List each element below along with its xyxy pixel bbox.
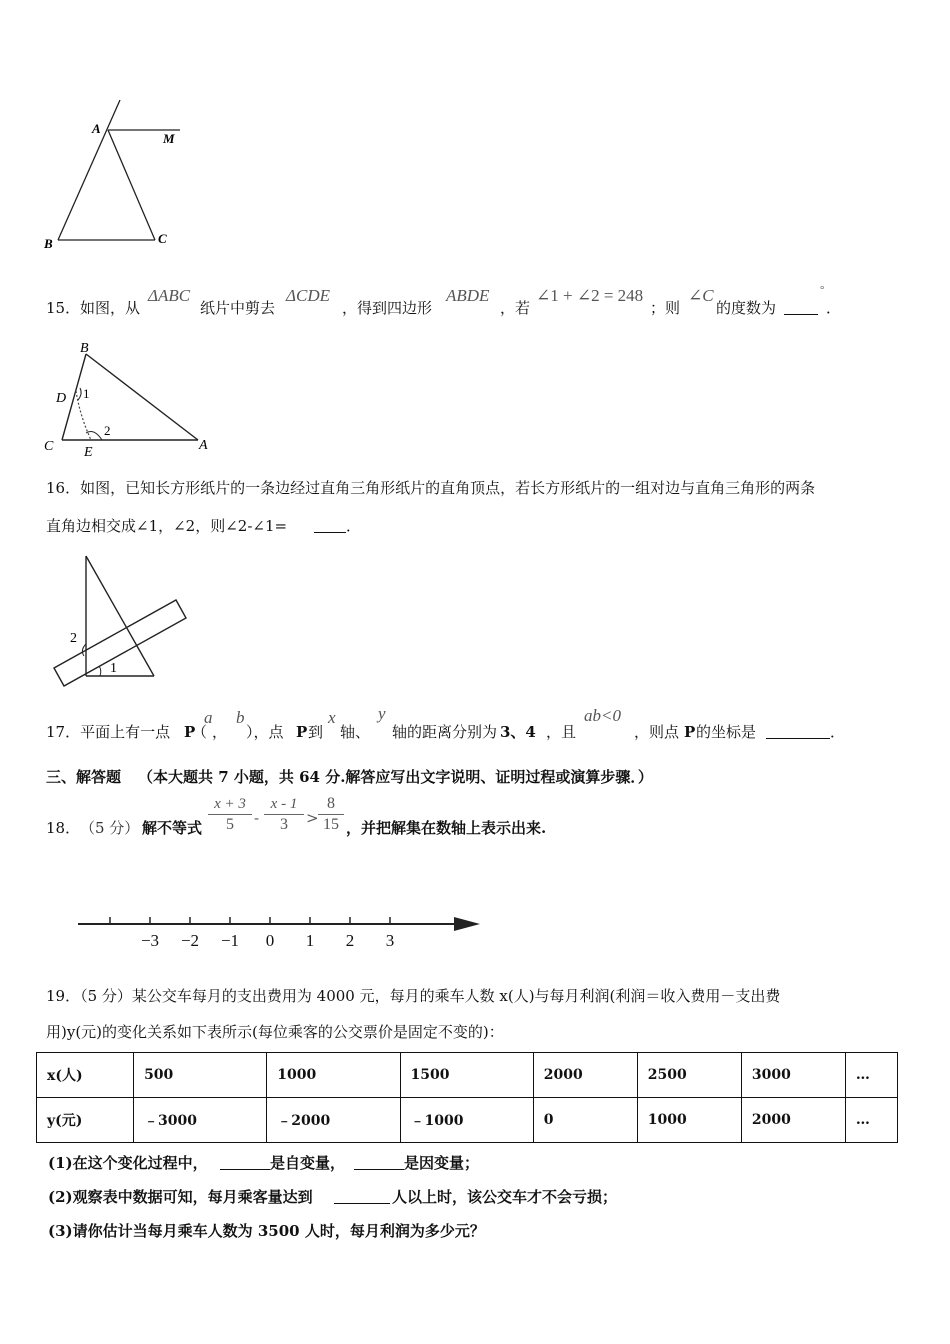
q17-text-6: ，且 bbox=[546, 723, 577, 741]
q19-sub2-a: (2)观察表中数据可知，每月乘客量达到 bbox=[48, 1188, 313, 1206]
number-line-tick-label: 2 bbox=[345, 931, 355, 950]
q18-text-2: ，并把解集在数轴上表示出来. bbox=[346, 819, 547, 837]
q19-line-1: 19．（5 分）某公交车每月的支出费用为 4000 元，每月的乘车人数 x(人)与每月利润(利润＝收入费用－支出费 bbox=[46, 987, 781, 1005]
table-cell: ﹣3000 bbox=[134, 1098, 267, 1143]
q17-text-8: 的坐标是 bbox=[696, 723, 757, 741]
number-line bbox=[70, 904, 490, 954]
q15-math-cde: ΔCDE bbox=[286, 286, 330, 305]
q17-condition: ab<0 bbox=[584, 706, 621, 725]
q17-var-y: y bbox=[378, 704, 386, 723]
table-cell: 2500 bbox=[637, 1053, 741, 1098]
q19-sub2-b: 人以上时，该公交车才不会亏损； bbox=[392, 1188, 618, 1206]
q19-table bbox=[36, 1052, 898, 1143]
section-3-description: （本大题共 7 小题，共 64 分.解答应写出文字说明、证明过程或演算步骤．） bbox=[138, 768, 653, 786]
q18-fraction-1-denominator: 5 bbox=[226, 816, 234, 833]
q18-fraction-3 bbox=[318, 794, 344, 835]
q15-fig-d: D bbox=[56, 391, 67, 406]
q17-text-2: ），点 bbox=[246, 723, 284, 741]
q17-var-a: a bbox=[204, 708, 213, 727]
q16-fig-1: 1 bbox=[110, 661, 117, 676]
q15-degree: ° bbox=[820, 284, 825, 296]
q15-math-abde: ABDE bbox=[446, 286, 490, 305]
number-line-tick-label: −1 bbox=[220, 931, 240, 950]
table-cell: … bbox=[845, 1053, 897, 1098]
table-row-header: x(人) bbox=[37, 1053, 134, 1098]
q17-point-p-3: P bbox=[684, 723, 696, 741]
q15-math-angle-c: ∠C bbox=[688, 286, 714, 305]
q17-var-b: b bbox=[236, 708, 245, 727]
q15-math-abc: ΔABC bbox=[148, 286, 191, 305]
q18-fraction-1 bbox=[208, 794, 252, 835]
table-cell: 2000 bbox=[533, 1053, 637, 1098]
table-cell: 1500 bbox=[400, 1053, 533, 1098]
q15-fig-e: E bbox=[84, 445, 93, 460]
number-line-tick-label: 1 bbox=[305, 931, 315, 950]
q16-answer-blank bbox=[314, 518, 346, 533]
q18-greater-than: > bbox=[306, 809, 319, 827]
q15-fig-c: C bbox=[44, 439, 54, 454]
label-c: C bbox=[158, 231, 167, 246]
q17-point-p: P bbox=[184, 723, 196, 741]
q17-text-7: ，则点 bbox=[634, 723, 680, 741]
table-cell: 3000 bbox=[741, 1053, 845, 1098]
table-cell: 500 bbox=[134, 1053, 267, 1098]
q18-minus: - bbox=[254, 809, 260, 827]
q17-text-1: 17．平面上有一点 bbox=[46, 723, 171, 741]
q15-text-6: 的度数为 bbox=[716, 299, 777, 317]
section-3-title: 三、解答题 bbox=[46, 768, 122, 786]
q16-fig-2: 2 bbox=[70, 631, 77, 646]
table-cell: … bbox=[845, 1098, 897, 1143]
table-row-header: y(元) bbox=[37, 1098, 134, 1143]
q19-sub1-b: 是自变量， bbox=[270, 1154, 346, 1172]
q19-sub1-blank-1 bbox=[220, 1155, 270, 1170]
q15-text-7: ． bbox=[826, 299, 842, 317]
q18-fraction-1-numerator: x + 3 bbox=[208, 794, 252, 815]
table-cell: ﹣2000 bbox=[267, 1098, 400, 1143]
number-line-tick-label: 3 bbox=[385, 931, 395, 950]
table-cell: 1000 bbox=[267, 1053, 400, 1098]
q15-text-4: ，若 bbox=[500, 299, 531, 317]
q19-sub1-a: (1)在这个变化过程中， bbox=[48, 1154, 208, 1172]
q19-sub3: (3)请你估计当每月乘车人数为 3500 人时，每月利润为多少元？ bbox=[48, 1222, 485, 1240]
q15-fig-a: A bbox=[199, 438, 208, 453]
q19-sub1-c: 是因变量； bbox=[404, 1154, 480, 1172]
q17-text-4: 轴、 bbox=[340, 723, 371, 741]
q15-text-5: ；则 bbox=[650, 299, 681, 317]
q16-line-1: 16．如图，已知长方形纸片的一条边经过直角三角形纸片的直角顶点，若长方形纸片的一组对边与直角三角形的两条 bbox=[46, 479, 816, 497]
q17-text-9: ． bbox=[830, 723, 846, 741]
q18-fraction-2-numerator: x - 1 bbox=[264, 794, 304, 815]
q15-text-2: 纸片中剪去 bbox=[200, 299, 276, 317]
q17-comma: ， bbox=[212, 723, 228, 741]
q17-text-5: 轴的距离分别为 bbox=[392, 723, 498, 741]
q16-end: ． bbox=[346, 517, 362, 535]
q15-fig-2: 2 bbox=[104, 423, 111, 438]
q19-sub1-blank-2 bbox=[354, 1155, 404, 1170]
q18-text-1: 解不等式 bbox=[142, 819, 203, 837]
q15-fig-b: B bbox=[80, 341, 89, 356]
table-cell: 0 bbox=[533, 1098, 637, 1143]
number-line-tick-label: 0 bbox=[265, 931, 275, 950]
number-line-tick-label: −3 bbox=[140, 931, 160, 950]
table-cell: 1000 bbox=[637, 1098, 741, 1143]
q15-fig-1: 1 bbox=[83, 386, 90, 401]
q18-fraction-2-denominator: 3 bbox=[280, 816, 288, 833]
q19-line-2: 用)y(元)的变化关系如下表所示(每位乘客的公交票价是固定不变的)： bbox=[46, 1023, 504, 1041]
table-cell: ﹣1000 bbox=[400, 1098, 533, 1143]
table-row bbox=[37, 1053, 898, 1098]
q17-var-x: x bbox=[328, 708, 336, 727]
q18-fraction-2 bbox=[264, 794, 304, 835]
q17-values: 3、4 bbox=[500, 723, 536, 741]
q18-fraction-3-denominator: 15 bbox=[323, 816, 339, 833]
figure-triangle-am bbox=[30, 90, 200, 260]
q15-text-3: ，得到四边形 bbox=[342, 299, 433, 317]
table-cell: 2000 bbox=[741, 1098, 845, 1143]
q17-answer-blank bbox=[766, 724, 830, 739]
q15-text-1: 如图，从 bbox=[80, 299, 141, 317]
figure-q16-rect-triangle bbox=[44, 548, 204, 698]
q18-number: 18． bbox=[46, 819, 81, 837]
q16-line-2: 直角边相交成∠1，∠2，则∠2-∠1= bbox=[46, 517, 288, 535]
q17-paren-open: （ bbox=[192, 723, 208, 741]
figure-q15-triangle bbox=[36, 336, 216, 466]
q18-fraction-3-numerator: 8 bbox=[318, 794, 344, 815]
q19-sub2-blank bbox=[334, 1189, 390, 1204]
label-m: M bbox=[163, 131, 175, 146]
q15-math-angles: ∠1 + ∠2 = 248 bbox=[536, 286, 644, 305]
label-a: A bbox=[92, 121, 101, 136]
q17-point-p-2: P bbox=[296, 723, 308, 741]
number-line-tick-label: −2 bbox=[180, 931, 200, 950]
table-row bbox=[37, 1098, 898, 1143]
q15-number: 15． bbox=[46, 299, 81, 317]
q15-answer-blank bbox=[784, 300, 818, 315]
label-b: B bbox=[44, 236, 53, 251]
q17-text-3: 到 bbox=[308, 723, 324, 741]
q18-score: （5 分） bbox=[80, 819, 140, 837]
